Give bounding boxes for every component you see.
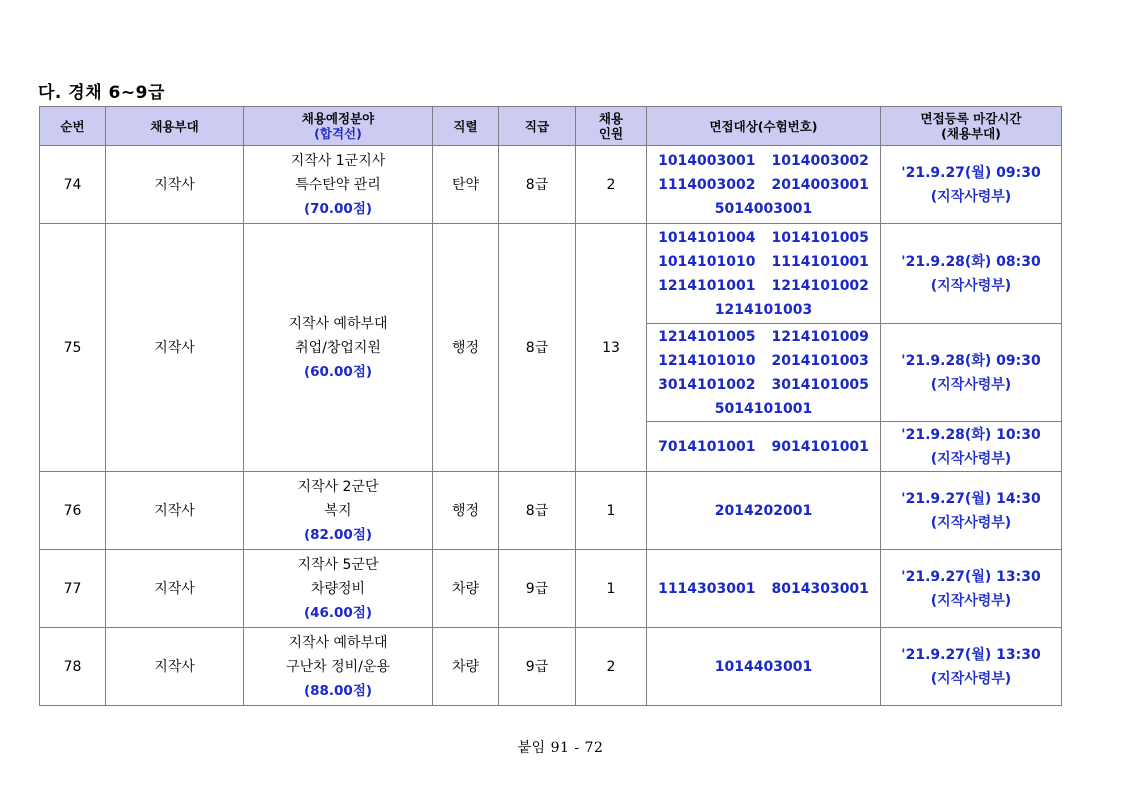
header-deadline <box>881 107 1062 146</box>
exam-number-line <box>647 397 880 421</box>
header-grade: 직급 <box>499 107 576 146</box>
deadline-place: (지작사령부) <box>930 277 1012 294</box>
cell-no: 76 <box>40 472 106 550</box>
deadline-place: (지작사령부) <box>930 514 1012 531</box>
table-row <box>40 224 1062 324</box>
field-line: 복지 <box>324 502 352 519</box>
cell-unit: 지작사 <box>106 146 244 224</box>
section-heading: 다. 경채 6~9급 <box>38 83 165 103</box>
table-body <box>40 146 1062 706</box>
page-footer: 붙임 91 - 72 <box>517 740 604 756</box>
exam-number: 1014101010 <box>658 253 756 270</box>
exam-number: 2014202001 <box>714 502 813 519</box>
exam-number: 1014101005 <box>771 229 869 246</box>
cell-unit: 지작사 <box>106 550 244 628</box>
field-line: 지작사 5군단 <box>297 556 379 573</box>
cell-branch: 차량 <box>433 550 499 628</box>
field-line: 차량정비 <box>310 580 366 597</box>
cell-exam-numbers <box>647 472 881 550</box>
cell-deadline <box>881 146 1062 224</box>
field-line: 구난차 정비/운용 <box>286 658 390 675</box>
exam-number-line <box>647 298 880 322</box>
cell-grade: 8급 <box>499 146 576 224</box>
exam-number: 1214101001 <box>658 277 756 294</box>
exam-number: 5014003001 <box>714 200 813 217</box>
deadline-place: (지작사령부) <box>930 450 1012 467</box>
exam-number: 9014101001 <box>771 438 869 455</box>
exam-number: 1214101009 <box>771 328 869 345</box>
exam-number-line <box>647 373 880 397</box>
header-count-line2: 인원 <box>598 126 624 141</box>
header-count <box>576 107 647 146</box>
cell-branch: 탄약 <box>433 146 499 224</box>
cell-count: 1 <box>576 472 647 550</box>
header-row <box>40 107 1062 146</box>
header-deadline-line2: (채용부대) <box>941 126 1001 141</box>
cell-exam-numbers <box>647 550 881 628</box>
table-row <box>40 472 1062 550</box>
deadline-datetime: '21.9.27(월) 14:30 <box>901 490 1041 507</box>
cell-branch: 행정 <box>433 224 499 472</box>
exam-number: 3014101002 <box>658 376 756 393</box>
exam-number-line <box>647 349 880 373</box>
exam-number-line <box>647 226 880 250</box>
cell-unit: 지작사 <box>106 628 244 706</box>
field-line: 취업/창업지원 <box>295 339 381 356</box>
cell-unit: 지작사 <box>106 472 244 550</box>
exam-number: 8014303001 <box>771 580 869 597</box>
cell-no: 74 <box>40 146 106 224</box>
header-deadline-line1: 면접등록 마감시간 <box>920 111 1022 126</box>
cell-count: 1 <box>576 550 647 628</box>
deadline-place: (지작사령부) <box>930 188 1012 205</box>
cell-grade: 8급 <box>499 224 576 472</box>
cutoff-score: (60.00점) <box>303 363 373 380</box>
exam-number: 1114003002 <box>658 176 756 193</box>
exam-number-line <box>647 655 880 679</box>
exam-number: 2014101003 <box>771 352 869 369</box>
exam-number: 1214101005 <box>658 328 756 345</box>
header-branch: 직렬 <box>433 107 499 146</box>
field-line: 지작사 예하부대 <box>288 634 388 651</box>
cell-exam-numbers <box>647 324 881 422</box>
cell-exam-numbers <box>647 628 881 706</box>
exam-number: 1214101002 <box>771 277 869 294</box>
deadline-place: (지작사령부) <box>930 592 1012 609</box>
cell-exam-numbers <box>647 146 881 224</box>
deadline-place: (지작사령부) <box>930 670 1012 687</box>
header-count-line1: 채용 <box>598 111 624 126</box>
header-field-label: 채용예정분야 <box>301 111 375 126</box>
recruitment-table <box>39 106 1062 706</box>
exam-number: 2014003001 <box>771 176 869 193</box>
header-targets: 면접대상(수험번호) <box>647 107 881 146</box>
table-row <box>40 550 1062 628</box>
cell-deadline <box>881 224 1062 324</box>
exam-number: 3014101005 <box>771 376 869 393</box>
cell-deadline <box>881 472 1062 550</box>
cell-deadline <box>881 422 1062 472</box>
exam-number: 1114101001 <box>771 253 869 270</box>
cell-field <box>244 146 433 224</box>
cell-exam-numbers <box>647 422 881 472</box>
exam-number: 1014003001 <box>658 152 756 169</box>
cutoff-score: (70.00점) <box>303 200 373 217</box>
cell-unit: 지작사 <box>106 224 244 472</box>
cutoff-score: (88.00점) <box>303 682 373 699</box>
deadline-place: (지작사령부) <box>930 376 1012 393</box>
cell-grade: 9급 <box>499 550 576 628</box>
exam-number-line <box>647 149 880 173</box>
exam-number: 1214101003 <box>714 301 813 318</box>
exam-number-line <box>647 325 880 349</box>
exam-number: 1014101004 <box>658 229 756 246</box>
cell-count: 2 <box>576 628 647 706</box>
cell-grade: 9급 <box>499 628 576 706</box>
exam-number: 1114303001 <box>658 580 756 597</box>
header-field-cutoff: (합격선) <box>314 126 362 141</box>
deadline-datetime: '21.9.27(월) 13:30 <box>901 646 1041 663</box>
deadline-datetime: '21.9.28(화) 10:30 <box>901 426 1041 443</box>
cell-count: 13 <box>576 224 647 472</box>
cell-count: 2 <box>576 146 647 224</box>
cell-exam-numbers <box>647 224 881 324</box>
deadline-datetime: '21.9.27(월) 09:30 <box>901 164 1041 181</box>
cell-field <box>244 550 433 628</box>
exam-number-line <box>647 173 880 197</box>
exam-number-line <box>647 435 880 459</box>
exam-number-line <box>647 250 880 274</box>
exam-number-line <box>647 197 880 221</box>
deadline-datetime: '21.9.28(화) 08:30 <box>901 253 1041 270</box>
deadline-datetime: '21.9.27(월) 13:30 <box>901 568 1041 585</box>
cell-field <box>244 472 433 550</box>
exam-number: 1014403001 <box>714 658 813 675</box>
cell-no: 77 <box>40 550 106 628</box>
field-line: 지작사 2군단 <box>297 478 379 495</box>
header-unit: 채용부대 <box>106 107 244 146</box>
cutoff-score: (46.00점) <box>303 604 373 621</box>
header-field <box>244 107 433 146</box>
cell-grade: 8급 <box>499 472 576 550</box>
table-row <box>40 628 1062 706</box>
field-line: 지작사 1군지사 <box>290 152 386 169</box>
cell-no: 78 <box>40 628 106 706</box>
exam-number: 5014101001 <box>714 400 813 417</box>
exam-number: 7014101001 <box>658 438 756 455</box>
field-line: 특수탄약 관리 <box>295 176 381 193</box>
cell-field <box>244 628 433 706</box>
cell-deadline <box>881 628 1062 706</box>
deadline-datetime: '21.9.28(화) 09:30 <box>901 352 1041 369</box>
exam-number-line <box>647 577 880 601</box>
exam-number: 1214101010 <box>658 352 756 369</box>
cutoff-score: (82.00점) <box>303 526 373 543</box>
cell-branch: 차량 <box>433 628 499 706</box>
table-row <box>40 146 1062 224</box>
cell-deadline <box>881 324 1062 422</box>
cell-field <box>244 224 433 472</box>
cell-no: 75 <box>40 224 106 472</box>
exam-number: 1014003002 <box>771 152 869 169</box>
exam-number-line <box>647 274 880 298</box>
field-line: 지작사 예하부대 <box>288 315 388 332</box>
cell-branch: 행정 <box>433 472 499 550</box>
exam-number-line <box>647 499 880 523</box>
header-no: 순번 <box>40 107 106 146</box>
cell-deadline <box>881 550 1062 628</box>
